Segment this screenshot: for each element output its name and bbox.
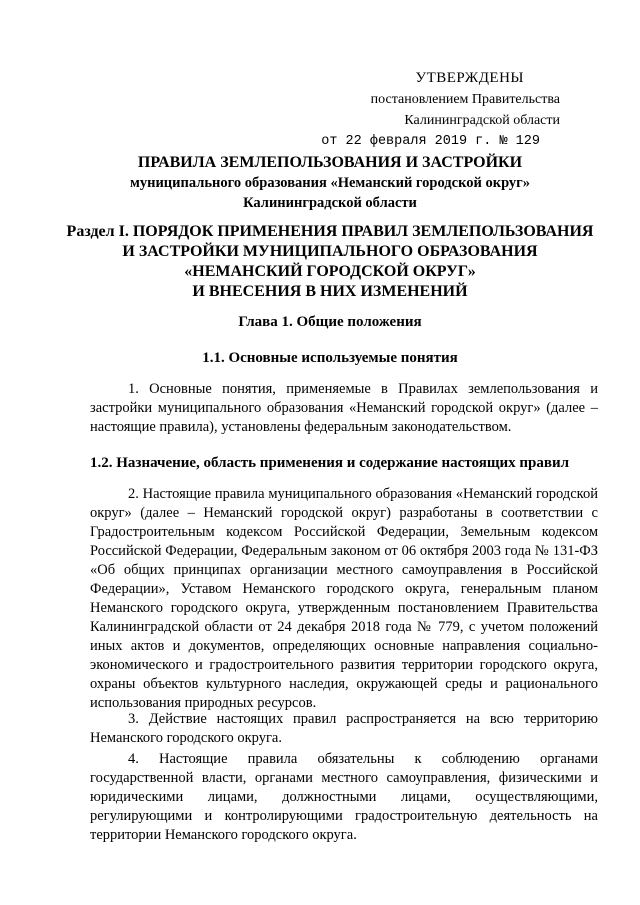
approval-stamp [321,68,560,152]
chapter-heading: Глава 1. Общие положения [238,314,422,330]
approval-title: УТВЕРЖДЕНЫ [415,70,524,86]
document-title [60,153,600,213]
section-line-2: И ЗАСТРОЙКИ МУНИЦИПАЛЬНОГО ОБРАЗОВАНИЯ [122,243,538,260]
section-heading [60,222,600,302]
title-line-3: Калининградской области [243,195,417,211]
section-line-1: Раздел I. ПОРЯДОК ПРИМЕНЕНИЯ ПРАВИЛ ЗЕМЛЕПОЛЬЗОВАНИЯ [66,223,594,240]
paragraph-2: 2. Настоящие правила муниципального образования «Неманский городской округ» (далее – Неманский городской округ) разработаны в соответствии с Градостроительным кодексом Российской Федерации, Земельным кодексом Российской Федерации, Федеральным законом от 06 октября 2003 года № 131-ФЗ «Об общих принципах организации местного самоуправления в Российской Федерации», Уставом Неманского городского округа, генеральным планом Неманского городского округа, утвержденным постановлением Правительства Калининградской области от 24 декабря 2018 года № 779, с учетом положений иных актов и документов, определяющих основные направления социально-экономического и градостроительного развития территории городского округа, охраны объектов культурного наследия, окружающей среды и рационального использования природных ресурсов. [90,486,598,711]
paragraph-3: 3. Действие настоящих правил распространяется на всю территорию Неманского городского округа. [90,711,598,746]
subsection-heading-2: 1.2. Назначение, область применения и содержание настоящих правил [90,455,570,471]
subsection-heading-1: 1.1. Основные используемые понятия [202,350,458,366]
section-line-4: И ВНЕСЕНИЯ В НИХ ИЗМЕНЕНИЙ [192,283,468,300]
approval-line-2: Калининградской области [404,113,560,128]
approval-date: от 22 февраля 2019 г. № 129 [321,134,540,149]
title-line-2: муниципального образования «Неманский городской округ» [129,175,531,191]
paragraph-4: 4. Настоящие правила обязательны к соблюдению органами государственной власти, органами местного самоуправления, физическими и юридическими лицами, должностными лицами, осуществляющими, регулирующими и контролирующими градостроительную деятельность на территории Неманского городского округа. [90,751,598,843]
paragraph-1: 1. Основные понятия, применяемые в Правилах землепользования и застройки муниципального образования «Неманский городской округ» (далее – настоящие правила), установлены федеральным законодательством. [90,381,598,435]
title-main: ПРАВИЛА ЗЕМЛЕПОЛЬЗОВАНИЯ И ЗАСТРОЙКИ [137,154,523,171]
approval-line-1: постановлением Правительства [370,92,560,107]
section-line-3: «НЕМАНСКИЙ ГОРОДСКОЙ ОКРУГ» [184,263,476,280]
